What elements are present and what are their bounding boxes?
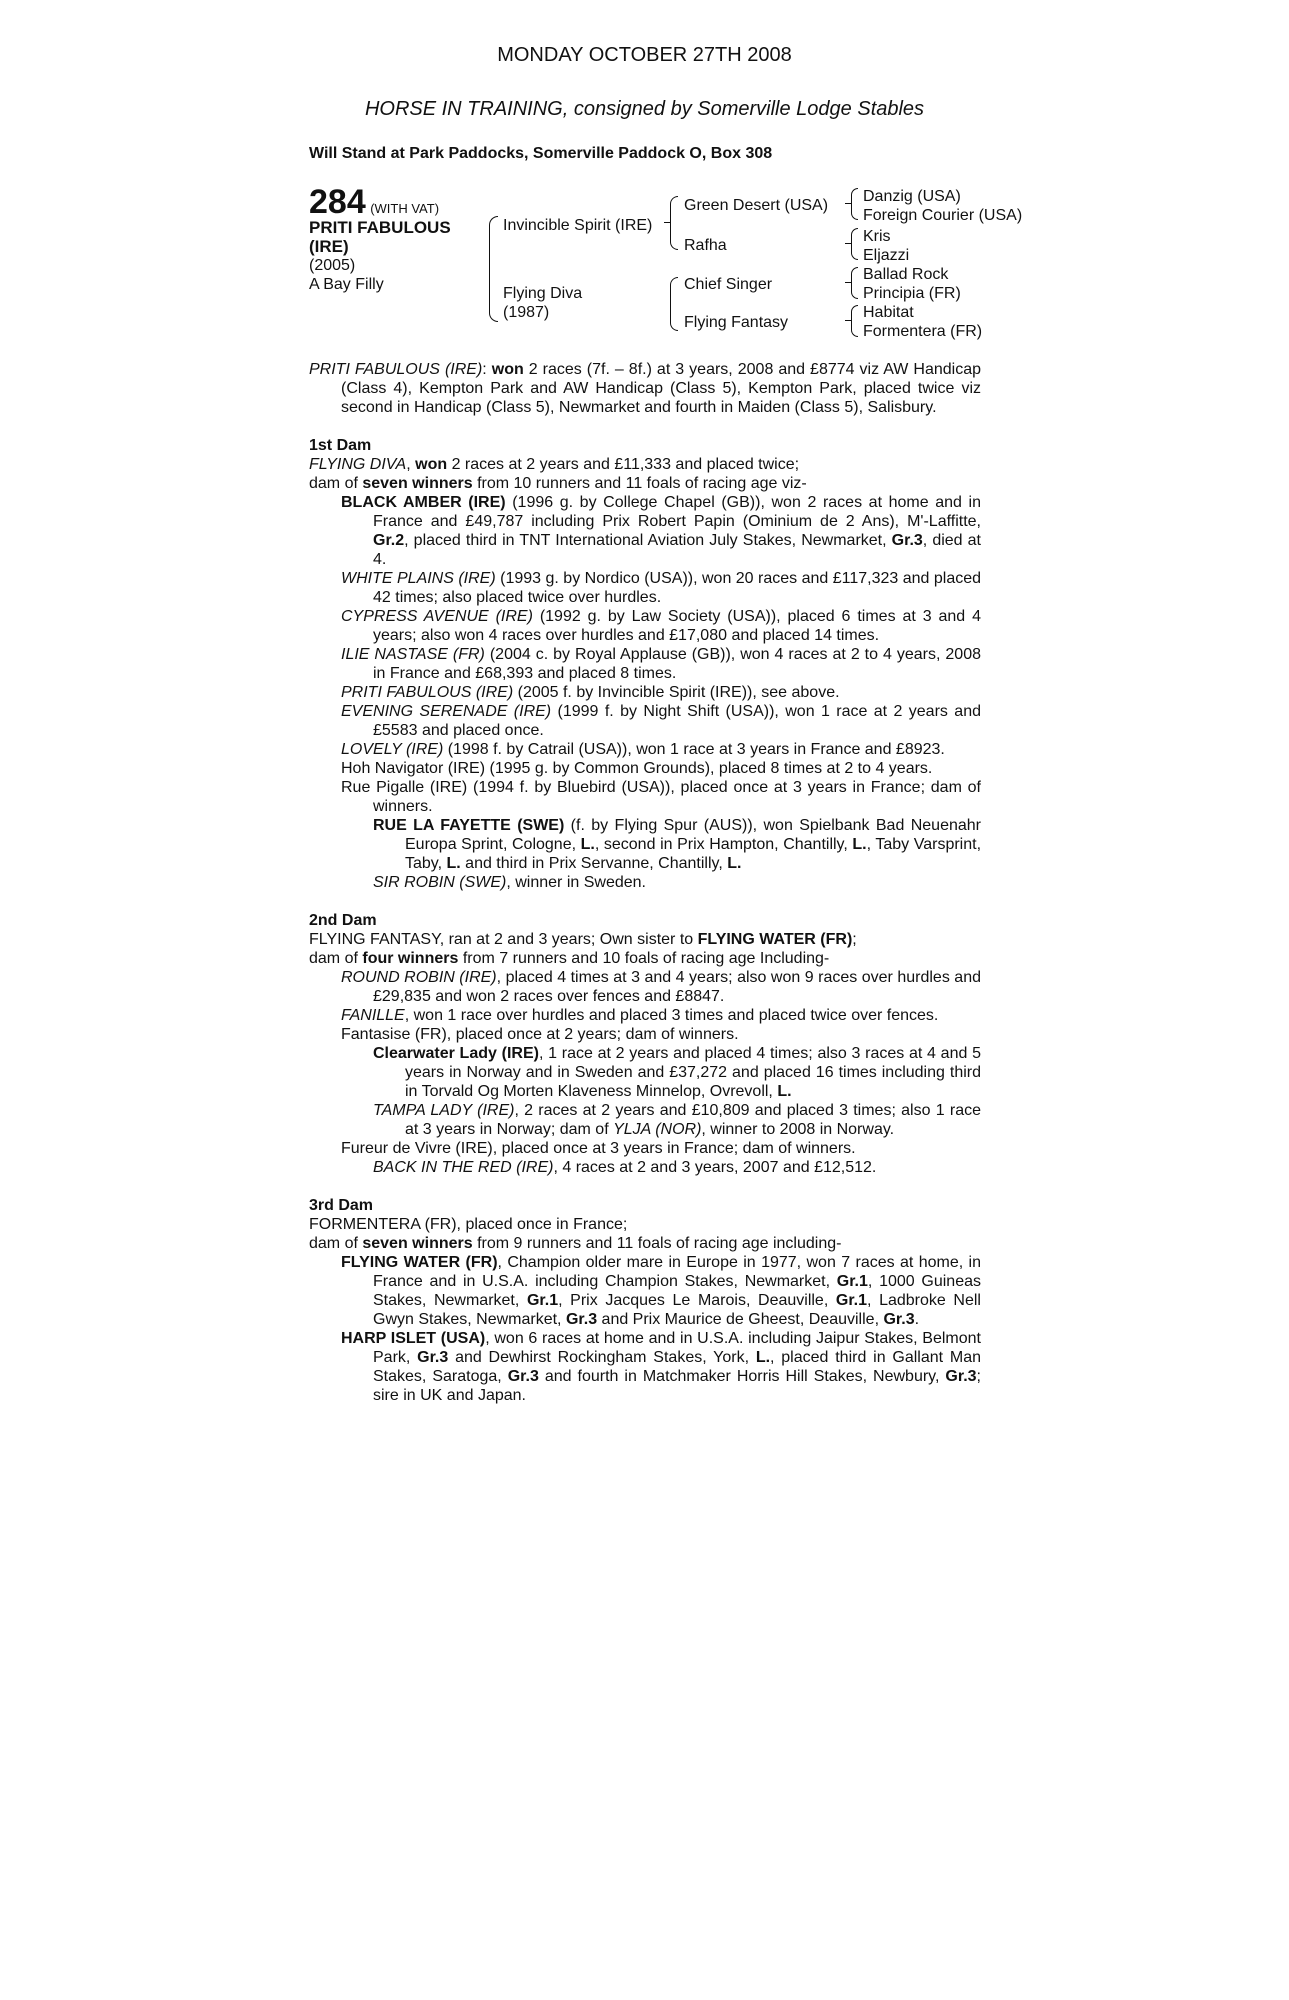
listed-label: L. xyxy=(755,1349,771,1366)
produce-name: SIR ROBIN (SWE) xyxy=(373,874,507,891)
grade-label: Gr.3 xyxy=(883,1311,915,1328)
produce-text: , Ladbroke Nell Gwyn Stakes, Newmarket, xyxy=(373,1292,981,1328)
grand-produce-entry xyxy=(309,1044,981,1101)
produce-name: LOVELY (IRE) xyxy=(341,741,444,758)
brace-gen3-3-point xyxy=(845,282,851,283)
pedigree-sire-dam: Rafha xyxy=(684,237,727,254)
first-dam-line2 xyxy=(309,474,981,493)
produce-name: ILIE NASTASE (FR) xyxy=(341,646,485,663)
produce-text: , 4 races at 2 and 3 years, 2007 and £12,512. xyxy=(553,1159,877,1176)
produce-text: and fourth in Matchmaker Horris Hill Stakes, Newbury, xyxy=(538,1368,946,1385)
pedigree-ds-dam: Principia (FR) xyxy=(863,285,961,302)
second-dam-text: FLYING FANTASY, ran at 2 and 3 years; Own sister to xyxy=(309,931,698,948)
listed-label: L. xyxy=(777,1083,792,1100)
first-dam-line1 xyxy=(309,455,981,474)
pedigree-sire: Invincible Spirit (IRE) xyxy=(503,217,653,234)
listed-label: L. xyxy=(446,855,461,872)
produce-text: , Prix Jacques Le Marois, Deauville, xyxy=(558,1292,836,1309)
produce-text: , second in Prix Hampton, Chantilly, xyxy=(594,836,853,853)
pedigree-dam: Flying Diva xyxy=(503,285,583,302)
catalogue-body xyxy=(309,360,981,1405)
record-won: won xyxy=(491,361,524,378)
produce-name: FLYING WATER (FR) xyxy=(341,1254,498,1271)
third-dam-produce-suffix: from 9 runners and 11 foals of racing age including- xyxy=(472,1235,842,1252)
produce-text: , placed 4 times at 3 and 4 years; also won 9 races over hurdles and £29,835 and won 2 races over fences and £8847. xyxy=(373,969,982,1005)
pedigree-dam-year: (1987) xyxy=(503,304,550,321)
sale-date: MONDAY OCTOBER 27TH 2008 xyxy=(497,44,792,66)
produce-name: RUE LA FAYETTE (SWE) xyxy=(373,817,565,834)
produce-text: , won 6 races at home and in U.S.A. including Jaipur Stakes, Belmont Park, xyxy=(373,1330,982,1366)
produce-text: (f. by Flying Spur (AUS)), won Spielbank Bad Neuenahr Europa Sprint, Cologne, xyxy=(405,817,981,853)
produce-text: , winner in Sweden. xyxy=(506,874,646,891)
second-dam-produce-prefix: dam of xyxy=(309,950,363,967)
pedigree-sd-dam: Eljazzi xyxy=(863,247,910,264)
first-dam-produce-suffix: from 10 runners and 11 foals of racing age viz- xyxy=(472,475,807,492)
grand-produce-entry xyxy=(309,1158,981,1177)
produce-text: , won 1 race over hurdles and placed 3 times and placed twice over fences. xyxy=(404,1007,939,1024)
brace-gen3-3 xyxy=(851,267,858,299)
pedigree-sd-sire: Kris xyxy=(863,228,891,245)
first-dam-winners: seven winners xyxy=(362,475,473,492)
first-dam-heading: 1st Dam xyxy=(309,437,372,454)
grade-label: Gr.1 xyxy=(526,1292,559,1309)
produce-entry xyxy=(309,968,981,1006)
first-dam-separator: , xyxy=(406,456,416,473)
horse-name-line2: (IRE) xyxy=(309,237,349,256)
produce-name: PRITI FABULOUS (IRE) xyxy=(341,684,514,701)
listed-label: L. xyxy=(852,836,867,853)
horse-description: A Bay Filly xyxy=(309,276,384,293)
produce-name: Clearwater Lady (IRE) xyxy=(373,1045,539,1062)
grade-label: Gr.3 xyxy=(891,532,923,549)
produce-text: (2004 c. by Royal Applause (GB)), won 4 races at 2 to 4 years, 2008 in France and £68,393 and placed 8 times. xyxy=(373,646,981,682)
produce-entry xyxy=(309,607,981,645)
produce-text: , Taby Varsprint, Taby, xyxy=(405,836,982,872)
produce-entry: Fantasise (FR), placed once at 2 years; dam of winners. xyxy=(341,1026,739,1043)
pedigree-sire-sire: Green Desert (USA) xyxy=(684,197,829,214)
produce-text: (1993 g. by Nordico (USA)), won 20 races and £117,323 and placed 42 times; also placed twice over hurdles. xyxy=(373,570,982,606)
produce-text: , died at 4. xyxy=(373,532,982,568)
produce-text: and Dewhirst Rockingham Stakes, York, xyxy=(448,1349,756,1366)
produce-text: . xyxy=(914,1311,920,1328)
lot-number: 284 xyxy=(309,183,366,221)
produce-entry xyxy=(309,1006,981,1025)
consignment-subtitle: HORSE IN TRAINING, consigned by Somerville Lodge Stables xyxy=(364,98,925,120)
produce-name: ROUND ROBIN (IRE) xyxy=(341,969,497,986)
produce-text: , 1 race at 2 years and placed 4 times; also 3 races at 4 and 5 years in Norway and in Sweden and £37,272 and placed 16 times including third in Torvald Og Morten Klaveness Minnelop, Ovrevoll, xyxy=(405,1045,981,1100)
produce-text: (1996 g. by College Chapel (GB)), won 2 races at home and in France and £49,787 including Prix Robert Papin (Ominium de 2 Ans), M'-Laffitte, xyxy=(373,494,982,530)
produce-text: and Prix Maurice de Gheest, Deauville, xyxy=(597,1311,884,1328)
second-dam-winners: four winners xyxy=(362,950,459,967)
produce-text: , 1000 Guineas Stakes, Newmarket, xyxy=(373,1273,981,1309)
third-dam-line1: FORMENTERA (FR), placed once in France; xyxy=(309,1216,628,1233)
listed-label: L. xyxy=(727,855,742,872)
produce-name: FANILLE xyxy=(341,1007,405,1024)
second-dam-heading: 2nd Dam xyxy=(309,912,377,929)
grade-label: Gr.1 xyxy=(836,1273,868,1290)
produce-entry: Rue Pigalle (IRE) (1994 f. by Bluebird (USA)), placed once at 3 years in France; dam of winners. xyxy=(341,779,981,815)
lot-block xyxy=(309,183,469,294)
produce-text: (1998 f. by Catrail (USA)), won 1 race at 3 years in France and £8923. xyxy=(443,741,945,758)
produce-text: (2005 f. by Invincible Spirit (IRE)), see above. xyxy=(513,684,840,701)
produce-entry xyxy=(309,645,981,683)
produce-entry xyxy=(309,683,981,702)
produce-text: (1999 f. by Night Shift (USA)), won 1 race at 2 years and £5583 and placed once. xyxy=(373,703,981,739)
produce-entry xyxy=(309,493,981,569)
listed-label: L. xyxy=(580,836,595,853)
second-dam-produce-suffix: from 7 runners and 10 foals of racing age Including- xyxy=(458,950,830,967)
produce-entry: Hoh Navigator (IRE) (1995 g. by Common Grounds), placed 8 times at 2 to 4 years. xyxy=(341,760,933,777)
produce-name: BACK IN THE RED (IRE) xyxy=(373,1159,554,1176)
produce-name: CYPRESS AVENUE (IRE) xyxy=(341,608,533,625)
produce-text: ; sire in UK and Japan. xyxy=(373,1368,981,1404)
grade-label: Gr.3 xyxy=(565,1311,598,1328)
brace-gen3-1 xyxy=(851,188,858,220)
brace-dam-line xyxy=(670,277,678,331)
sister-name: FLYING WATER (FR) xyxy=(697,931,853,948)
record-text: 2 races (7f. – 8f.) at 3 years, 2008 and £8774 viz AW Handicap (Class 4), Kempton Park and AW Handicap (Class 5), Kempton Park, placed twice viz second in Handicap (Class 5), Newmarket and fourth in Maiden (Class 5), Salisbury. xyxy=(341,361,982,416)
grand-produce-entry xyxy=(309,1101,981,1139)
produce-name: TAMPA LADY (IRE) xyxy=(373,1102,515,1119)
produce-text: , winner to 2008 in Norway. xyxy=(701,1121,895,1138)
produce-name: WHITE PLAINS (IRE) xyxy=(341,570,496,587)
second-dam-line2 xyxy=(309,949,981,968)
produce-text: (1992 g. by Law Society (USA)), placed 6 times at 3 and 4 years; also won 4 races over hurdles and £17,080 and placed 14 times. xyxy=(373,608,981,644)
grade-label: Gr.1 xyxy=(835,1292,868,1309)
third-dam-winners: seven winners xyxy=(362,1235,473,1252)
brace-gen1 xyxy=(489,216,498,322)
brace-gen3-4-point xyxy=(845,320,851,321)
lot-vat: (WITH VAT) xyxy=(370,201,440,216)
produce-entry xyxy=(309,702,981,740)
produce-name: HARP ISLET (USA) xyxy=(341,1330,486,1347)
pedigree-dd-sire: Habitat xyxy=(863,304,914,321)
pedigree-dam-sire: Chief Singer xyxy=(684,276,773,293)
produce-text: , placed third in Gallant Man Stakes, Saratoga, xyxy=(373,1349,981,1385)
brace-sire-line-point xyxy=(664,222,670,223)
grade-label: Gr.2 xyxy=(373,532,405,549)
race-record: PRITI FABULOUS (IRE): won 2 races (7f. – 8f.) at 3 years, 2008 and £8774 viz AW Handicap (Class 4), Kempton Park and AW Handicap (Class 5), Kempton Park, placed twice viz second in Handicap (Class 5), Newmarket and fourth in Maiden (Class 5), Salisbury. xyxy=(309,361,982,416)
grade-label: Gr.3 xyxy=(945,1368,977,1385)
grade-label: Gr.3 xyxy=(417,1349,449,1366)
pedigree-ds-sire: Ballad Rock xyxy=(863,266,949,283)
produce-name: YLJA (NOR) xyxy=(613,1121,702,1138)
record-horse-name: PRITI FABULOUS (IRE) xyxy=(309,361,483,378)
brace-gen3-2-point xyxy=(845,243,851,244)
stand-location: Will Stand at Park Paddocks, Somerville Paddock O, Box 308 xyxy=(309,145,773,162)
produce-text: , placed third in TNT International Aviation July Stakes, Newmarket, xyxy=(404,532,892,549)
third-dam-heading: 3rd Dam xyxy=(309,1197,374,1214)
first-dam-record: 2 races at 2 years and £11,333 and placed twice; xyxy=(447,456,800,473)
first-dam-won: won xyxy=(415,456,448,473)
second-dam-text: ; xyxy=(852,931,857,948)
second-dam-line1 xyxy=(309,930,981,949)
pedigree-dd-dam: Formentera (FR) xyxy=(863,323,983,340)
produce-entry xyxy=(309,569,981,607)
produce-name: EVENING SERENADE (IRE) xyxy=(341,703,552,720)
brace-gen3-1-point xyxy=(845,203,851,204)
horse-year: (2005) xyxy=(309,257,356,274)
produce-name: BLACK AMBER (IRE) xyxy=(341,494,506,511)
third-dam-line2 xyxy=(309,1234,981,1253)
pedigree-ss-dam: Foreign Courier (USA) xyxy=(863,207,1023,224)
third-dam-produce-prefix: dam of xyxy=(309,1235,363,1252)
produce-text: , 2 races at 2 years and £10,809 and placed 3 times; also 1 race at 3 years in Norway; dam of xyxy=(405,1102,982,1138)
produce-entry xyxy=(309,1253,981,1329)
brace-gen3-2 xyxy=(851,228,858,260)
brace-gen3-4 xyxy=(851,305,858,337)
produce-text: , Champion older mare in Europe in 1977, won 7 races at home, in France and in U.S.A. including Champion Stakes, Newmarket, xyxy=(373,1254,982,1290)
first-dam-name: FLYING DIVA xyxy=(309,456,407,473)
grand-produce-entry xyxy=(309,816,981,873)
produce-entry: Fureur de Vivre (IRE), placed once at 3 years in France; dam of winners. xyxy=(341,1140,856,1157)
grand-produce-entry xyxy=(309,873,981,892)
horse-name-line1: PRITI FABULOUS xyxy=(309,218,451,237)
grade-label: Gr.3 xyxy=(507,1368,539,1385)
first-dam-produce-prefix: dam of xyxy=(309,475,363,492)
brace-sire-line xyxy=(670,196,678,250)
produce-text: and third in Prix Servanne, Chantilly, xyxy=(460,855,728,872)
produce-entry xyxy=(309,1329,981,1405)
produce-entry xyxy=(309,740,981,759)
pedigree-ss-sire: Danzig (USA) xyxy=(863,188,961,205)
pedigree-dam-dam: Flying Fantasy xyxy=(684,314,789,331)
